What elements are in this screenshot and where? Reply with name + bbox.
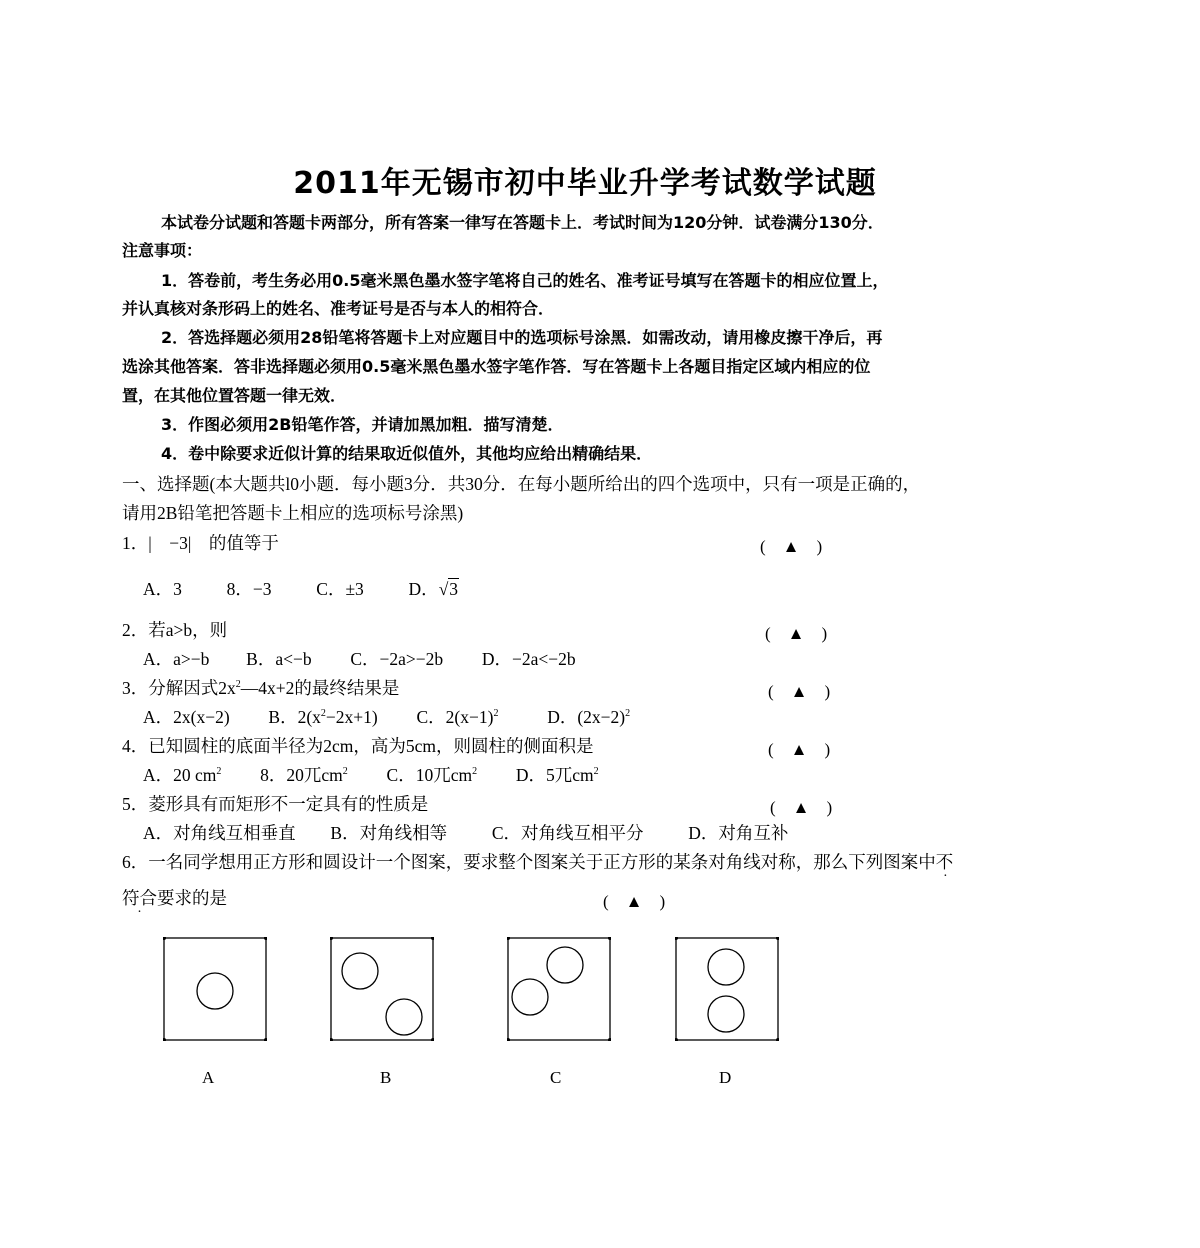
question-3-option-d-text: D．(2x−2) (547, 707, 626, 727)
question-4-option-a (143, 765, 221, 785)
question-1-option-d: D． (408, 579, 439, 599)
question-5-options (143, 822, 788, 844)
page-title: 2011年无锡市初中毕业升学考试数学试题 (293, 166, 877, 201)
notice-heading: 注意事项： (122, 241, 203, 260)
figure-a-square-one-circle (163, 937, 267, 1041)
question-2-options (143, 648, 576, 670)
superscript: 2 (235, 679, 241, 690)
note-2-line-2: 选涂其他答案．答非选择题必须用0.5毫米黑色墨水签字笔作答．写在答题卡上各题目指定区域内相应的位 (122, 357, 871, 376)
question-3-option-d (547, 707, 630, 727)
question-1-option-c: C．±3 (316, 579, 364, 599)
question-6-stem-text: 6．一名同学想用正方形和圆设计一个图案，要求整个图案关于正方形的某条对角线对称，那么下列图案中 (122, 852, 936, 872)
question-3-answer-mark: ( ▲ ) (768, 682, 831, 701)
question-1-number: 1． (122, 533, 149, 553)
question-4-option-d-text: D．5兀cm (515, 765, 594, 785)
note-2-line-1: 2．答选择题必须用28铅笔将答题卡上对应题目中的选项标号涂黑．如需改动，请用橡皮擦干净后，再 (161, 328, 883, 347)
question-2-option-d: D．−2a<−2b (481, 649, 576, 669)
question-6-stem-text-2: 要求的是 (157, 888, 227, 908)
question-4-option-c-text: C．10兀cm (386, 765, 473, 785)
question-4-options (143, 764, 599, 786)
question-3-stem-part-1: 3．分解因式2x (122, 678, 236, 698)
superscript: 2 (342, 766, 348, 777)
sqrt-symbol: √3 (438, 579, 459, 599)
question-2-option-a: A．a>−b (143, 649, 210, 669)
question-1-stem (122, 532, 279, 554)
question-4-option-c (387, 765, 478, 785)
note-1-line-1: 1．答卷前，考生务必用0.5毫米黑色墨水签字笔将自己的姓名、准考证号填写在答题卡的相应位置上， (161, 271, 889, 290)
question-6-emphasis-not: 不 (935, 852, 954, 872)
question-4-answer-mark: ( ▲ ) (768, 740, 831, 759)
note-1-line-2: 并认真核对条形码上的姓名、准考证号是否与本人的相符合． (122, 299, 555, 318)
question-3-option-b-part-2: −2x+1) (325, 707, 378, 727)
question-3-option-b-part-1: B．2(x (268, 707, 321, 727)
question-2-option-c: C．−2a>−2b (350, 649, 444, 669)
question-5-option-d: D．对角互补 (688, 823, 789, 843)
figure-c-square-two-circles-anti-diagonal (507, 937, 611, 1041)
question-4-option-b (260, 765, 348, 785)
note-2-line-3: 置，在其他位置答题一律无效． (122, 386, 347, 405)
exam-intro: 本试卷分试题和答题卡两部分，所有答案一律写在答题卡上．考试时间为120分钟．试卷满分130分． (161, 213, 884, 232)
question-1-option-a: A．3 (143, 579, 182, 599)
question-5-stem: 5．菱形具有而矩形不一定具有的性质是 (122, 794, 429, 814)
figure-label-a: A (202, 1068, 215, 1087)
question-3-option-b (268, 707, 377, 727)
question-4-option-b-text: 8．20兀cm (260, 765, 343, 785)
note-4: 4．卷中除要求近似计算的结果取近似值外，其他均应给出精确结果． (161, 444, 653, 463)
question-5-option-a: A．对角线互相垂直 (143, 823, 296, 843)
question-1-answer-mark: ( ▲ ) (760, 537, 823, 556)
question-5-option-c: C．对角线互相平分 (491, 823, 644, 843)
question-3-option-a: A．2x(x−2) (143, 707, 230, 727)
question-3-stem (122, 677, 399, 699)
section-1-heading-line-1: 一、选择题(本大题共l0小题．每小题3分．共30分．在每小题所给出的四个选项中，只有一项是正确的， (122, 474, 921, 494)
question-3-option-c (417, 707, 499, 727)
superscript: 2 (320, 708, 326, 719)
question-1-options (143, 578, 459, 600)
figure-label-b: B (380, 1068, 392, 1087)
figure-label-d: D (719, 1068, 732, 1087)
superscript: 2 (472, 766, 478, 777)
superscript: 2 (593, 766, 599, 777)
question-1-abs-expr: | −3| (148, 533, 192, 553)
question-6-stem-line-2 (122, 887, 227, 909)
superscript: 2 (493, 708, 499, 719)
superscript: 2 (625, 708, 631, 719)
question-6-answer-mark: ( ▲ ) (603, 892, 666, 911)
question-3-stem-part-2: —4x+2的最终结果是 (240, 678, 400, 698)
question-2-stem: 2．若a>b，则 (122, 620, 228, 640)
figure-b-square-two-circles-diagonal (330, 937, 434, 1041)
question-5-option-b: B．对角线相等 (330, 823, 448, 843)
question-4-option-a-text: A．20 cm (143, 765, 217, 785)
question-1-text: 的值等于 (208, 533, 279, 553)
figure-label-c: C (550, 1068, 562, 1087)
question-2-answer-mark: ( ▲ ) (765, 624, 828, 643)
question-4-option-d (516, 765, 599, 785)
question-1-option-d-value: 3 (449, 579, 459, 599)
question-4-stem: 4．已知圆柱的底面半径为2cm，高为5cm，则圆柱的侧面积是 (122, 736, 594, 756)
question-6-stem-line-1 (122, 851, 953, 873)
note-3: 3．作图必须用2B铅笔作答，并请加黑加粗．描写清楚． (161, 415, 564, 434)
question-1-option-b: 8．−3 (226, 579, 272, 599)
question-6-emphasis-comply: 符合 (122, 888, 157, 908)
question-2-option-b: B．a<−b (246, 649, 312, 669)
figure-d-square-two-circles-vertical (675, 937, 779, 1041)
section-1-heading-line-2: 请用2B铅笔把答题卡上相应的选项标号涂黑) (122, 503, 464, 523)
superscript: 2 (216, 766, 222, 777)
question-3-options (143, 706, 630, 728)
question-3-option-c-text: C．2(x−1) (416, 707, 494, 727)
question-5-answer-mark: ( ▲ ) (770, 798, 833, 817)
